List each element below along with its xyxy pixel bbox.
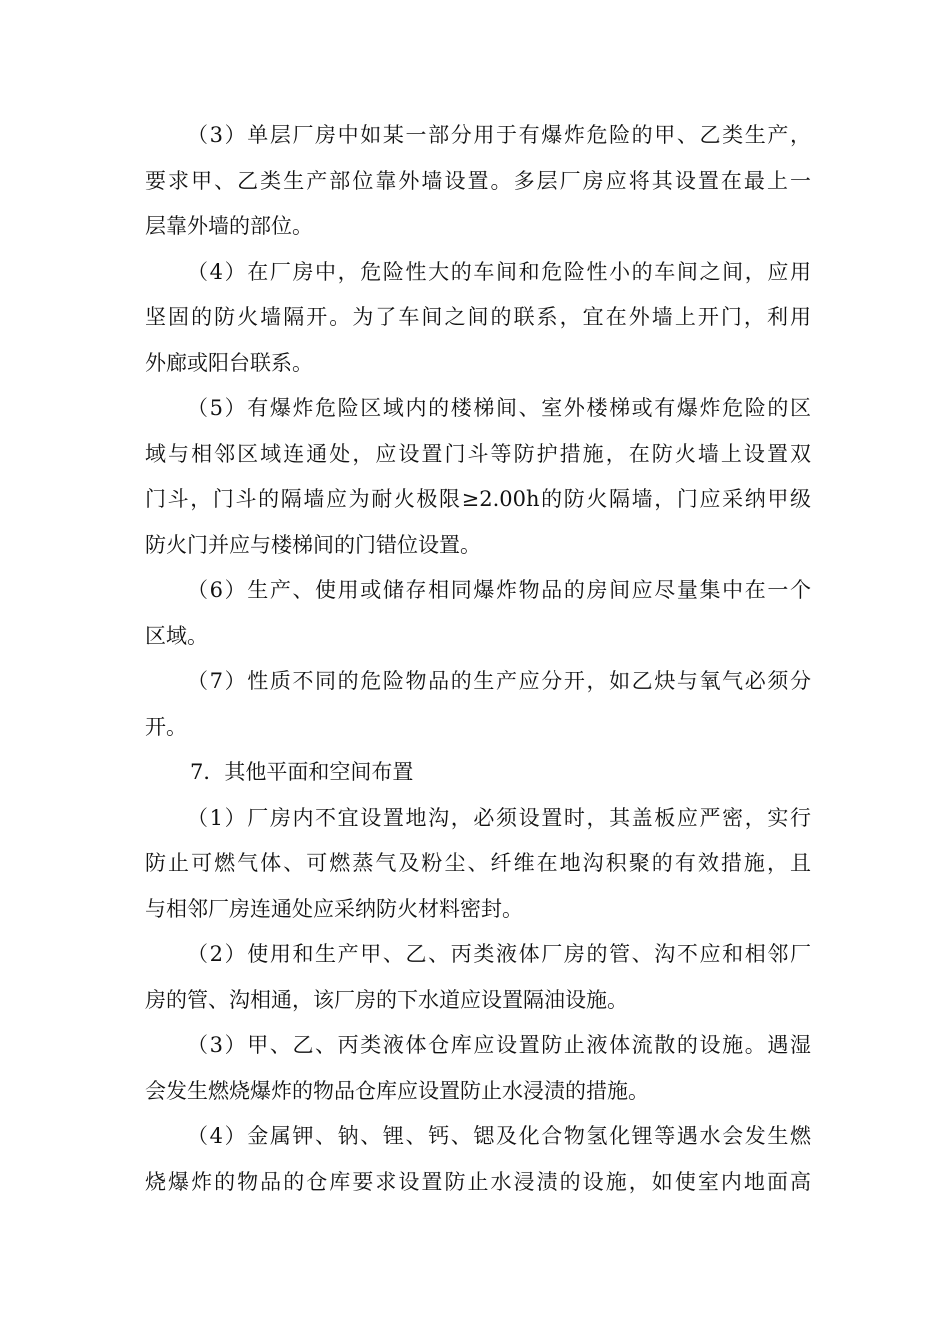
text-line: 防止可燃气体、可燃蒸气及粉尘、纤维在地沟积聚的有效措施，且 [145,851,811,875]
document-body [145,113,811,1205]
text-line: （2）使用和生产甲、乙、丙类液体厂房的管、沟不应和相邻厂 [187,942,811,966]
text-line: 防火门并应与楼梯间的门错位设置。 [145,532,481,557]
paragraph-item-1-trench-cover [145,796,811,933]
text-line: （4）金属钾、钠、锂、钙、锶及化合物氢化锂等遇水会发生燃 [187,1124,811,1148]
text-line: 层靠外墙的部位。 [145,214,313,238]
text-line: （3）甲、乙、丙类液体仓库应设置防止液体流散的设施。遇湿 [187,1033,811,1057]
section-heading-text: 7．其他平面和空间布置 [190,760,414,784]
paragraph-item-2-pipes-trenches [145,932,811,1023]
text-line: 与相邻厂房连通处应采纳防火材料密封。 [145,896,523,921]
text-line: 外廊或阳台联系。 [145,350,313,375]
text-line: 开。 [145,714,187,739]
text-line: （5）有爆炸危险区域内的楼梯间、室外楼梯或有爆炸危险的区 [187,396,811,420]
paragraph-item-7-separate-production [145,659,811,750]
text-line: （1）厂房内不宜设置地沟，必须设置时，其盖板应严密，实行 [187,805,811,830]
paragraph-item-4-firewall-separation [145,250,811,387]
text-line: （3）单层厂房中如某一部分用于有爆炸危险的甲、乙类生产， [187,123,811,147]
text-line: 域与相邻区域连通处，应设置门斗等防护措施，在防火墙上设置双 [145,441,811,466]
section-heading-7 [145,750,811,796]
paragraph-item-6-concentrate-rooms [145,568,811,659]
paragraph-item-4-water-reactive-storage [145,1114,811,1205]
text-line: 区域。 [145,623,208,648]
text-line: 坚固的防火墙隔开。为了车间之间的联系，宜在外墙上开门，利用 [145,305,811,329]
paragraph-item-3-liquid-warehouse [145,1023,811,1114]
text-line: 烧爆炸的物品的仓库要求设置防止水浸渍的设施，如使室内地面高 [145,1169,811,1194]
text-line: 会发生燃烧爆炸的物品仓库应设置防止水浸渍的措施。 [145,1078,649,1103]
paragraph-item-5-stair-vestibule [145,386,811,568]
text-line: （7）性质不同的危险物品的生产应分开，如乙炔与氧气必须分 [187,669,811,693]
text-line: （6）生产、使用或储存相同爆炸物品的房间应尽量集中在一个 [187,578,811,602]
text-line: （4）在厂房中，危险性大的车间和危险性小的车间之间，应用 [187,259,811,284]
text-line: 要求甲、乙类生产部位靠外墙设置。多层厂房应将其设置在最上一 [145,168,811,193]
text-line: 房的管、沟相通，该厂房的下水道应设置隔油设施。 [145,987,628,1012]
paragraph-item-3-explosion-zone-location [145,113,811,250]
text-line: 门斗，门斗的隔墙应为耐火极限≥2.00h的防火隔墙，门应采纳甲级 [145,487,811,511]
